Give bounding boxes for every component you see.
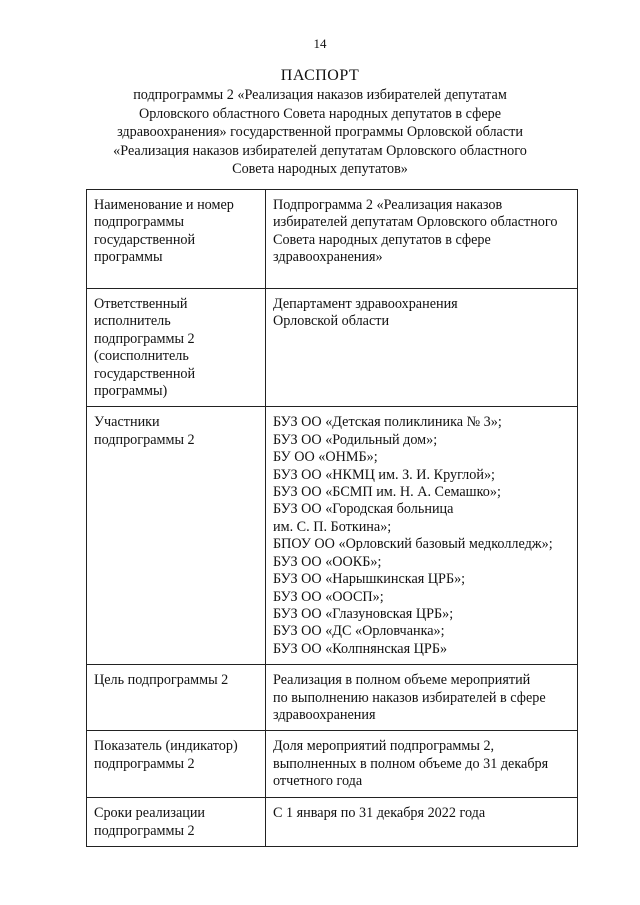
row-value-goal: [266, 665, 578, 731]
label-line: Ответственный: [94, 296, 188, 312]
value-line: Орловской области: [273, 313, 390, 330]
label-line: Участники: [94, 414, 160, 431]
row-value-timeframe: [266, 798, 578, 847]
participant-item: БУЗ ОО «Детская поликлиника № 3»;: [273, 414, 502, 431]
label-line: подпрограммы 2: [94, 822, 195, 839]
value-line: отчетного года: [273, 773, 363, 790]
value-line: С 1 января по 31 декабря 2022 года: [273, 805, 486, 822]
value-line: Совета народных депутатов в сфере: [273, 231, 491, 248]
subtitle-line: здравоохранения» государственной программы Орловской области: [117, 124, 523, 140]
label-line: исполнитель: [94, 313, 171, 330]
label-line: Цель подпрограммы 2: [94, 672, 229, 689]
table-row: [87, 798, 578, 847]
label-line: государственной: [94, 231, 196, 248]
document-title: ПАСПОРТ: [280, 67, 360, 84]
row-label-participants: [87, 407, 266, 665]
table-row: [87, 190, 578, 289]
label-line: государственной: [94, 365, 196, 382]
label-line: Наименование и номер: [94, 197, 234, 213]
participant-item: БУЗ ОО «ООСП»;: [273, 588, 384, 605]
passport-table: [86, 189, 578, 847]
row-value-participants: [266, 407, 578, 665]
label-line: подпрограммы 2: [94, 330, 195, 347]
label-line: подпрограммы 2: [94, 755, 195, 772]
participant-item: БУЗ ОО «ДС «Орловчанка»;: [273, 623, 445, 640]
value-line: избирателей депутатам Орловского областного: [273, 214, 558, 231]
label-line: Показатель (индикатор): [94, 738, 238, 755]
row-label-indicator: [87, 731, 266, 798]
value-line: по выполнению наказов избирателей в сфере: [273, 689, 546, 706]
subtitle-line: «Реализация наказов избирателей депутатам Орловского областного: [113, 142, 527, 159]
table-row: [87, 289, 578, 407]
value-line: выполненных в полном объеме до 31 декабря: [273, 755, 549, 772]
value-line: Департамент здравоохранения: [273, 296, 458, 312]
table-row: [87, 407, 578, 665]
participant-item: БУЗ ОО «Городская больница: [273, 501, 454, 518]
participant-item: БУ ОО «ОНМБ»;: [273, 449, 378, 466]
table-row: [87, 731, 578, 798]
row-value-indicator: [266, 731, 578, 798]
page-number: 14: [313, 36, 327, 51]
row-label-name-and-number: [87, 190, 266, 289]
value-line: здравоохранения: [273, 706, 376, 723]
participant-item: им. С. П. Боткина»;: [273, 518, 392, 535]
row-value-responsible-executor: [266, 289, 578, 407]
value-line: Доля мероприятий подпрограммы 2,: [273, 738, 495, 755]
row-label-responsible-executor: [87, 289, 266, 407]
label-line: программы: [94, 249, 163, 266]
row-label-timeframe: [87, 798, 266, 847]
participant-item: БУЗ ОО «НКМЦ им. З. И. Круглой»;: [273, 466, 495, 483]
participant-item: БПОУ ОО «Орловский базовый медколледж»;: [273, 536, 553, 553]
participant-item: БУЗ ОО «ООКБ»;: [273, 553, 382, 570]
participant-item: БУЗ ОО «Нарышкинская ЦРБ»;: [273, 571, 466, 588]
participant-item: БУЗ ОО «Родильный дом»;: [273, 431, 438, 448]
table-row: [87, 665, 578, 731]
row-label-goal: [87, 665, 266, 731]
subtitle-line: подпрограммы 2 «Реализация наказов избирателей депутатам: [133, 87, 507, 103]
participant-item: БУЗ ОО «Глазуновская ЦРБ»;: [273, 605, 454, 622]
document-subtitle: [100, 86, 540, 179]
label-line: Сроки реализации: [94, 805, 206, 822]
label-line: (соисполнитель: [94, 348, 189, 365]
label-line: подпрограммы: [94, 214, 184, 231]
subtitle-line: Совета народных депутатов»: [232, 161, 408, 177]
subtitle-line: Орловского областного Совета народных депутатов в сфере: [138, 105, 502, 122]
row-value-name-and-number: [266, 190, 578, 289]
participant-item: БУЗ ОО «Колпнянская ЦРБ»: [273, 640, 448, 657]
value-line: Реализация в полном объеме мероприятий: [273, 672, 531, 689]
value-line: Подпрограмма 2 «Реализация наказов: [273, 197, 503, 213]
value-line: здравоохранения»: [273, 249, 383, 266]
participant-item: БУЗ ОО «БСМП им. Н. А. Семашко»;: [273, 484, 501, 501]
label-line: программы): [94, 383, 168, 400]
label-line: подпрограммы 2: [94, 431, 195, 448]
